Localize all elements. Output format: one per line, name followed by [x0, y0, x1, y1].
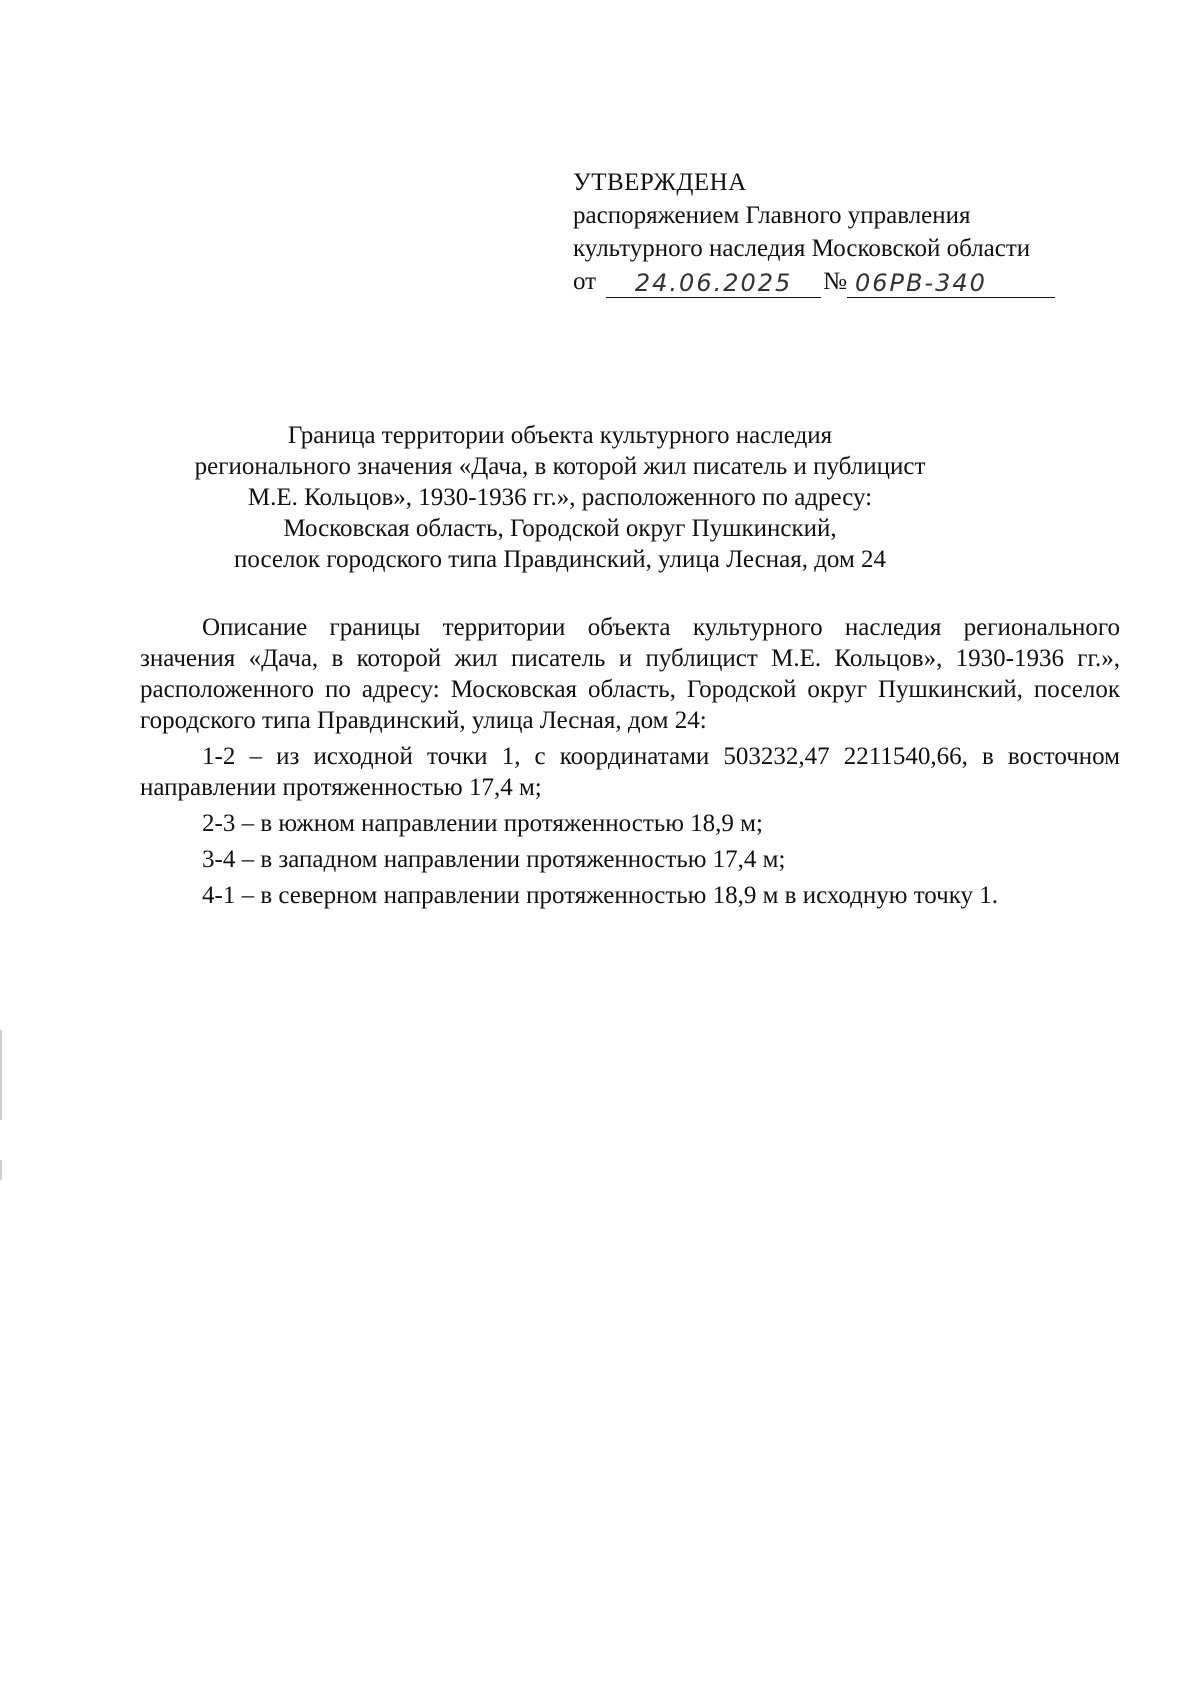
- boundary-segment-2-3: 2-3 – в южном направлении протяженностью 18,9 м;: [202, 810, 763, 837]
- boundary-segment-3-4: 3-4 – в западном направлении протяженностью 17,4 м;: [202, 846, 786, 873]
- boundary-segment-4-1: 4-1 – в северном направлении протяженностью 18,9 м в исходную точку 1.: [202, 882, 999, 909]
- approval-date-row: [573, 265, 1093, 298]
- approval-stamp-block: [573, 166, 1093, 298]
- title-line-4: Московская область, Городской округ Пушкинский,: [283, 515, 837, 542]
- boundary-description: [140, 612, 1120, 911]
- approval-line-2: культурного наследия Московской области: [573, 235, 1031, 262]
- title-line-5: поселок городского типа Правдинский, улица Лесная, дом 24: [233, 546, 887, 573]
- scan-edge-mark: [0, 1030, 2, 1120]
- document-title: [130, 420, 990, 575]
- title-line-2: регионального значения «Дача, в которой жил писатель и публицист: [194, 453, 926, 480]
- approval-date: 24.06.2025: [606, 270, 821, 298]
- boundary-segment-1-2: 1-2 – из исходной точки 1, с координатами 503232,47 2211540,66, в восточном направлении протяженностью 17,4 м;: [140, 743, 1120, 801]
- description-intro: Описание границы территории объекта культурного наследия регионального значения «Дача, в которой жил писатель и публицист М.Е. Кольцов», 1930-1936 гг.», расположенного по адресу: Московская область, Городской округ Пушкинский, поселок городского типа Правдинский, улица Лесная, дом 24:: [140, 614, 1120, 734]
- scan-edge-mark: [0, 1160, 2, 1180]
- approval-from-label: от: [573, 268, 597, 295]
- title-line-1: Граница территории объекта культурного наследия: [287, 422, 833, 449]
- approval-number-label: №: [823, 268, 847, 295]
- approval-number: 06РВ-340: [847, 270, 1055, 298]
- approval-heading: УТВЕРЖДЕНА: [573, 169, 747, 196]
- title-line-3: М.Е. Кольцов», 1930-1936 гг.», расположенного по адресу:: [247, 484, 873, 511]
- approval-line-1: распоряжением Главного управления: [573, 202, 971, 229]
